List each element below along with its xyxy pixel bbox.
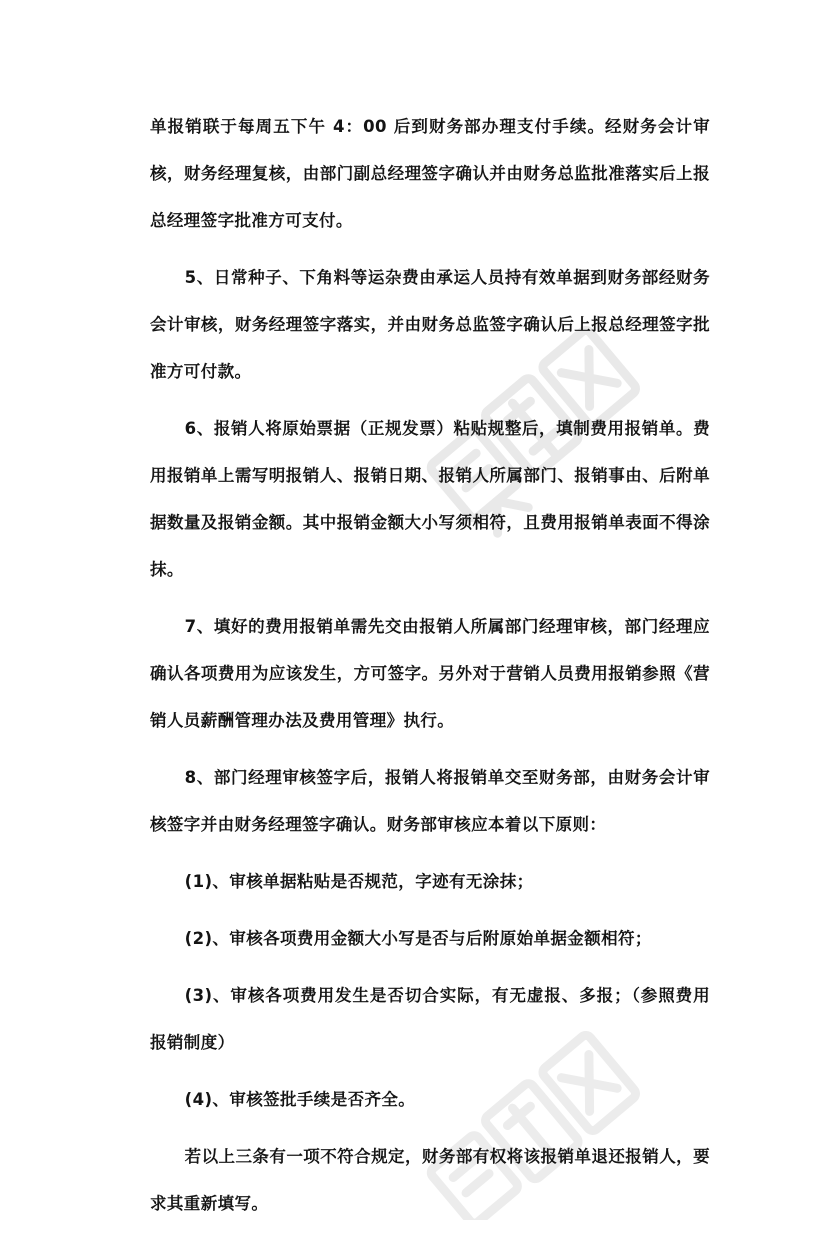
- paragraph-item-7: 7、填好的费用报销单需先交由报销人所属部门经理审核，部门经理应确认各项费用为应该发生，方可签字。另外对于营销人员费用报销参照《营销人员薪酬管理办法及费用管理》执行。: [150, 617, 710, 730]
- list-item-principle-1: (1)、审核单据粘贴是否规范，字迹有无涂抹；: [184, 872, 534, 891]
- paragraph-summary: 若以上三条有一项不符合规定，财务部有权将该报销单退还报销人，要求其重新填写。: [150, 1147, 710, 1213]
- list-item-principle-4: (4)、审核签批手续是否齐全。: [184, 1090, 416, 1109]
- paragraph-item-6: 6、报销人将原始票据（正规发票）粘贴规整后，填制费用报销单。费用报销单上需写明报销人、报销日期、报销人所属部门、报销事由、后附单据数量及报销金额。其中报销金额大小写须相符，且费用报销单表面不得涂抹。: [150, 419, 710, 579]
- paragraph-continuation: 单报销联于每周五下午 4：00 后到财务部办理支付手续。经财务会计审核，财务经理复核，由部门副总经理签字确认并由财务总监批准落实后上报总经理签字批准方可支付。: [150, 117, 710, 230]
- list-item-principle-2: (2)、审核各项费用金额大小写是否与后附原始单据金额相符；: [184, 929, 652, 948]
- paragraph-item-5: 5、日常种子、下角料等运杂费由承运人员持有效单据到财务部经财务会计审核，财务经理签字落实，并由财务总监签字确认后上报总经理签字批准方可付款。: [150, 268, 710, 381]
- document-body: [150, 103, 710, 1237]
- list-item-principle-3: (3)、审核各项费用发生是否切合实际，有无虚报、多报；（参照费用报销制度）: [150, 986, 710, 1052]
- paragraph-item-8: 8、部门经理审核签字后，报销人将报销单交至财务部，由财务会计审核签字并由财务经理签字确认。财务部审核应本着以下原则：: [150, 768, 710, 834]
